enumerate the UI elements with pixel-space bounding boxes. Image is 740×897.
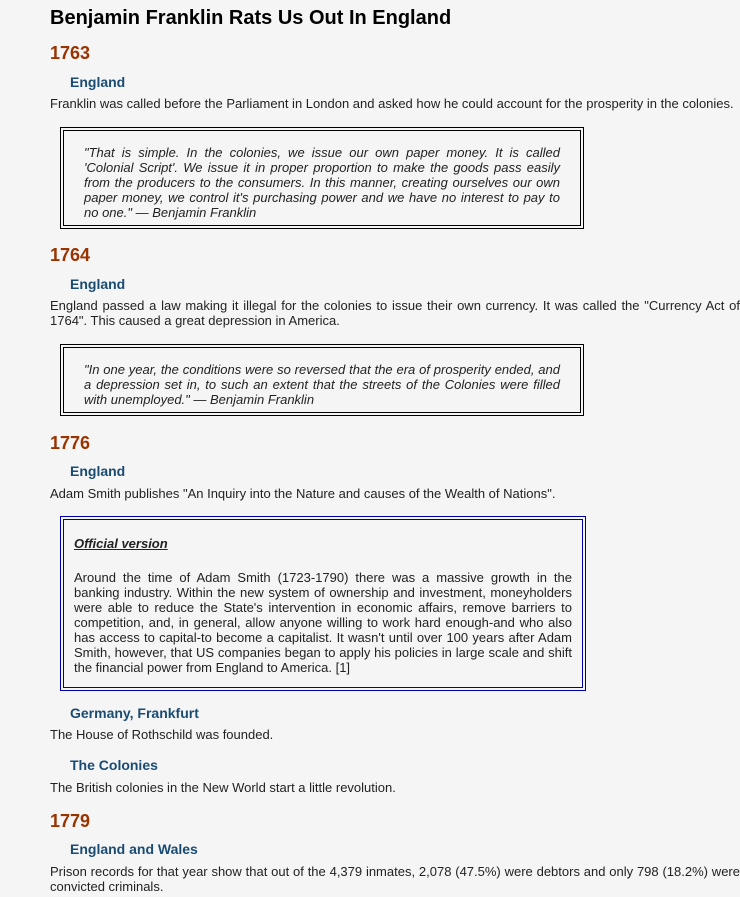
entry-text: Franklin was called before the Parliament in London and asked how he could account for the prosperity in the colonies.	[50, 96, 734, 111]
entry-text: The House of Rothschild was founded.	[50, 727, 274, 742]
entry-text: England passed a law making it illegal for the colonies to issue their own currency. It was called the "Currency Act of 1764". This caused a great depression in America.	[50, 298, 740, 328]
place-heading: The Colonies	[70, 757, 158, 773]
place-heading: England	[70, 74, 126, 90]
official-version-box	[60, 516, 586, 691]
official-version-text: Around the time of Adam Smith (1723-1790) there was a massive growth in the banking industry. Within the new system of ownership and investment, moneyholders were able to reduce the State's intervention in economic affairs, remove barriers to competition, and, in general, allow anyone willing to work hard enough-and who also has access to capital-to become a capitalist. It wasn't until over 100 years after Adam Smith, however, that US companies began to apply his policies in large scale and shift the financial power from England to America. [1]	[74, 570, 572, 675]
official-version-title: Official version	[74, 536, 168, 551]
year-heading-1776: 1776	[50, 433, 91, 453]
place-heading: Germany, Frankfurt	[70, 705, 199, 721]
place-heading: England	[70, 276, 126, 292]
quote-text: "That is simple. In the colonies, we issue our own paper money. It is called 'Colonial Script'. We issue it in proper proportion to make the goods pass easily from the producers to the consumers. In this manner, creating ourselves our own paper money, we control it's purchasing power and we have no interest to pay to no one." — Benjamin Franklin	[63, 130, 581, 226]
page-title: Benjamin Franklin Rats Us Out In England	[50, 7, 452, 29]
entry-text: The British colonies in the New World start a little revolution.	[50, 780, 396, 795]
entry-text: Adam Smith publishes "An Inquiry into the Nature and causes of the Wealth of Nations".	[50, 486, 556, 501]
quote-text: "In one year, the conditions were so reversed that the era of prosperity ended, and a depression set in, to such an extent that the streets of the Colonies were filled with unemployed." — Benjamin Franklin	[63, 347, 581, 413]
year-heading-1763: 1763	[50, 43, 91, 63]
quote-box	[60, 344, 584, 416]
place-heading: England and Wales	[70, 841, 198, 857]
quote-box	[60, 127, 584, 229]
year-heading-1764: 1764	[50, 245, 91, 265]
place-heading: England	[70, 463, 126, 479]
year-heading-1779: 1779	[50, 811, 91, 831]
entry-text: Prison records for that year show that out of the 4,379 inmates, 2,078 (47.5%) were debtors and only 798 (18.2%) were convicted criminals.	[50, 864, 740, 894]
